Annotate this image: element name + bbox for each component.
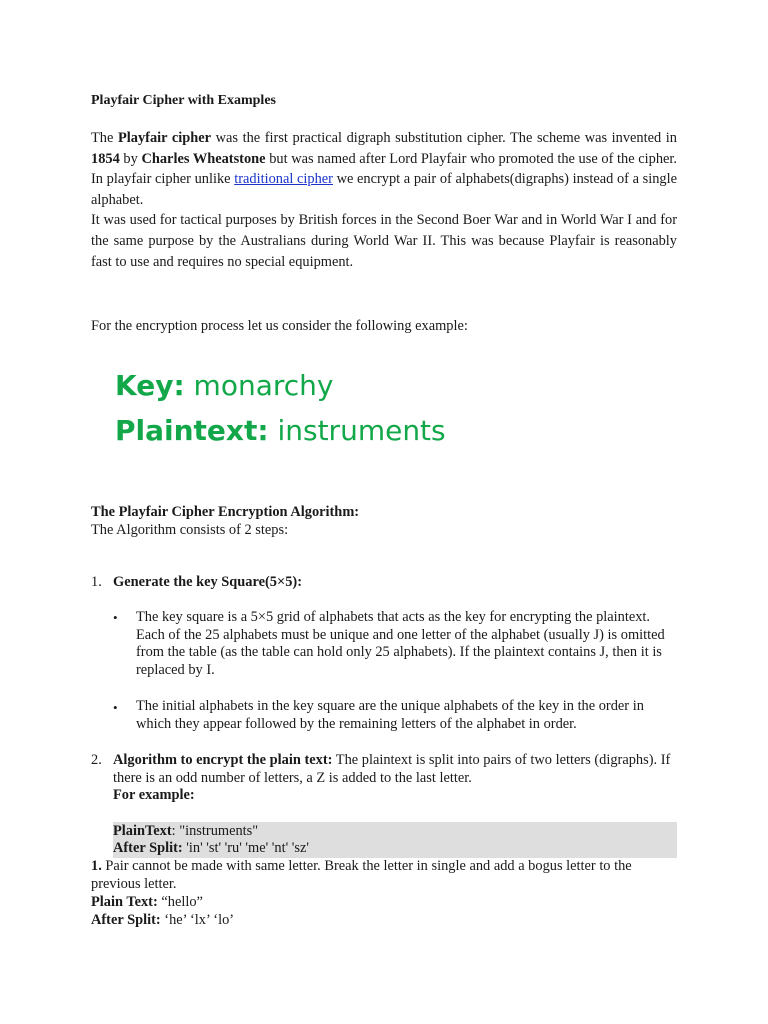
- split-plaintext-line: [113, 823, 258, 840]
- split-result-label: After Split:: [113, 840, 183, 856]
- rule1-split-line: [91, 912, 677, 930]
- bullet2-text: The initial alphabets in the key square are the unique alphabets of the key in the order in which they appear followed by the remaining letters of the alphabet in order.: [136, 698, 644, 732]
- algorithm-heading: The Playfair Cipher Encryption Algorithm:: [91, 504, 360, 520]
- rule1-paragraph: [91, 858, 677, 893]
- step1-number: 1.: [91, 574, 102, 590]
- rule1-split-value: ‘he’ ‘lx’ ‘lo’: [160, 912, 235, 928]
- bullet-icon: •: [113, 610, 118, 625]
- traditional-cipher-link[interactable]: traditional cipher: [234, 171, 333, 188]
- document-title: Playfair Cipher with Examples: [91, 93, 276, 108]
- rule1-text: Pair cannot be made with same letter. Break the letter in single and add a bogus letter to the previous letter.: [91, 858, 632, 892]
- split-plaintext-label: PlainText: [113, 823, 172, 839]
- bullet-icon: •: [113, 700, 118, 715]
- for-example-label: For example:: [113, 787, 195, 804]
- intro-text: by: [119, 150, 142, 167]
- intro-text: we encrypt a pair of alphabets(digraphs) instead of a single alphabet.: [91, 171, 678, 208]
- bold-playfair-cipher: Playfair cipher: [117, 130, 212, 146]
- intro-text: The: [91, 130, 118, 146]
- intro-text: was the first practical digraph substitution cipher. The scheme was invented in: [211, 130, 677, 146]
- step2-title: Algorithm to encrypt the plain text:: [113, 752, 333, 768]
- bullet1-text: The key square is a 5×5 grid of alphabets that acts as the key for encrypting the plaintext. Each of the 25 alphabets must be unique and one letter of the alphabet (usually J) is omitted from the table (as the table can hold only 25 alphabets). If the plaintext contains J, then it is replaced by I.: [136, 609, 665, 678]
- intro-text: but was named after Lord Playfair who promoted the use of the cipher. In playfair cipher unlike: [91, 150, 677, 188]
- plaintext-value: instruments: [268, 414, 446, 447]
- algorithm-subheading: The Algorithm consists of 2 steps:: [91, 522, 289, 538]
- step2-text: The plaintext is split into pairs of two letters (digraphs). If there is an odd number of letters, a Z is added to the last letter.: [113, 752, 671, 786]
- intro-paragraph: [91, 128, 677, 272]
- plaintext-example: [115, 414, 446, 447]
- rule1-plaintext-value: “hello”: [157, 894, 203, 910]
- split-result-value: 'in' 'st' 'ru' 'me' 'nt' 'sz': [182, 840, 309, 856]
- key-value: monarchy: [184, 369, 334, 402]
- rule1-number: 1.: [91, 858, 102, 874]
- rule1-plaintext-line: [91, 894, 677, 912]
- key-label: Key:: [115, 369, 185, 402]
- bold-year: 1854: [91, 150, 120, 167]
- example-intro: For the encryption process let us consider the following example:: [91, 318, 468, 334]
- key-example: [115, 369, 333, 402]
- rule1-split-label: After Split:: [91, 912, 161, 928]
- step2-number: 2.: [91, 752, 102, 768]
- bold-inventor: Charles Wheatstone: [141, 150, 266, 167]
- split-result-line: [113, 840, 309, 857]
- split-plaintext-value: : "instruments": [171, 823, 259, 839]
- intro-history: It was used for tactical purposes by British forces in the Second Boer War and in World War I and for the same purpose by the Australians during World War II. This was because Playfair is reasonably fast to use and requires no special equipment.: [91, 212, 677, 270]
- plaintext-label: Plaintext:: [115, 414, 269, 447]
- step1-title: Generate the key Square(5×5):: [113, 574, 302, 590]
- rule1-plaintext-label: Plain Text:: [91, 894, 158, 910]
- step2-paragraph: [113, 752, 677, 805]
